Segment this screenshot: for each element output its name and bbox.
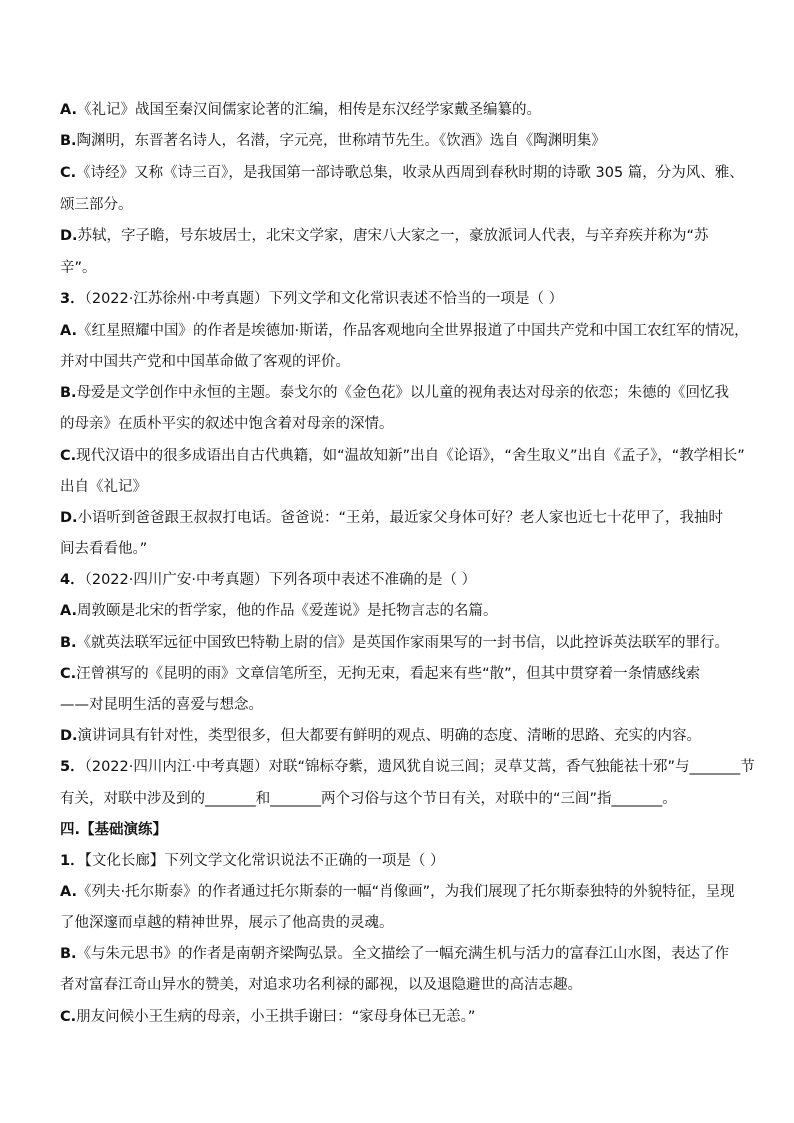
text-line	[60, 1007, 740, 1027]
line-text: 辛”。	[60, 260, 97, 276]
question-4-stem	[60, 570, 740, 590]
question-number: 4．	[60, 572, 85, 588]
line-text: 陶渊明，东晋著名诗人，名潜，字元亮，世称靖节先生。《饮酒》选自《陶渊明集》	[76, 133, 606, 149]
option-label: B.	[60, 133, 77, 149]
line-text: 演讲词具有针对性，类型很多，但大都要有鲜明的观点、明确的态度、清晰的思路、充实的内容。	[77, 728, 702, 744]
line-text: 颂三部分。	[60, 197, 133, 213]
text-line	[60, 100, 740, 120]
line-text: 《礼记》战国至秦汉间儒家论著的汇编，相传是东汉经学家戴圣编纂的。	[77, 102, 541, 118]
line-text: ——对昆明生活的喜爱与想念。	[60, 697, 263, 713]
line-text: 了他深邃而卓越的精神世界，展示了他高贵的灵魂。	[60, 915, 394, 931]
text-line	[60, 695, 740, 715]
option-label: A.	[60, 323, 77, 339]
option-label: C.	[60, 448, 77, 464]
text-line	[60, 195, 740, 215]
line-text: 《就英法联军远征中国致巴特勒上尉的信》是英国作家雨果写的一封书信，以此控诉英法联军的罪行。	[76, 635, 730, 651]
text-line	[60, 913, 740, 933]
text-line	[60, 975, 740, 995]
line-text: 《列夫·托尔斯泰》的作者通过托尔斯泰的一幅“肖像画”，为我们展现了托尔斯泰独特的外貌特征，呈现	[77, 884, 735, 900]
question-number: 1．	[60, 853, 85, 869]
line-text: 【文化长廊】下列文学文化常识说法不正确的一项是（ ）	[84, 853, 445, 869]
line-text: 《诗经》又称《诗三百》，是我国第一部诗歌总集，收录从西周到春秋时期的诗歌 305 篇，分为风、雅、	[76, 165, 744, 181]
line-text: 四.【基础演练】	[60, 822, 168, 838]
option-label: D.	[60, 510, 78, 526]
text-line	[60, 352, 740, 372]
option-label: A.	[60, 884, 77, 900]
text-line	[60, 477, 740, 497]
text-line	[60, 789, 740, 809]
question-1-stem	[60, 851, 740, 871]
question-3-stem	[60, 289, 740, 309]
line-text: 并对中国共产党和中国革命做了客观的评价。	[60, 354, 350, 370]
text-line	[60, 163, 744, 183]
text-line	[60, 321, 749, 341]
option-label: C.	[60, 1009, 77, 1025]
option-label: D.	[60, 228, 78, 244]
line-text: 苏轼，字子瞻，号东坡居士，北宋文学家，唐宋八大家之一，豪放派词人代表，与辛弃疾并称为“苏	[77, 228, 709, 244]
option-label: A.	[60, 102, 77, 118]
section-heading	[60, 820, 740, 840]
line-text: 的母亲》在质朴平实的叙述中饱含着对母亲的深情。	[60, 416, 394, 432]
line-text: 母爱是文学创作中永恒的主题。泰戈尔的《金色花》以儿童的视角表达对母亲的依恋；朱德的《回忆我	[76, 385, 730, 401]
option-label: B.	[60, 385, 77, 401]
question-number: 3．	[60, 291, 85, 307]
text-line	[60, 131, 740, 151]
line-text: （2022·江苏徐州·中考真题）下列文学和文化常识表述不恰当的一项是（ ）	[84, 291, 564, 307]
line-text: 间去看看他。”	[60, 541, 148, 557]
text-line	[60, 446, 745, 466]
text-line	[60, 726, 740, 746]
text-line	[60, 226, 740, 246]
line-text: 周敦颐是北宋的哲学家，他的作品《爱莲说》是托物言志的名篇。	[77, 603, 498, 619]
line-text: 小语听到爸爸跟王叔叔打电话。爸爸说：“王弟，最近家父身体可好？老人家也近七十花甲了，我抽时	[77, 510, 724, 526]
line-text: 有关，对联中涉及到的_______和_______两个习俗与这个节日有关，对联中的“三闾”指_______。	[60, 791, 677, 807]
line-text: 汪曾祺写的《昆明的雨》文章信笔所至，无拘无束，看起来有些“散”，但其中贯穿着一条情感线索	[76, 666, 701, 682]
option-label: B.	[60, 635, 77, 651]
line-text: （2022·四川广安·中考真题）下列各项中表述不准确的是（ ）	[84, 572, 477, 588]
text-line	[60, 508, 740, 528]
line-text: 《红星照耀中国》的作者是埃德加·斯诺，作品客观地向全世界报道了中国共产党和中国工农红军的情况，	[77, 323, 749, 339]
text-line	[60, 633, 740, 653]
question-5-stem	[60, 757, 755, 777]
option-label: D.	[60, 728, 78, 744]
text-line	[60, 944, 740, 964]
option-label: C.	[60, 666, 77, 682]
line-text: 出自《礼记》	[60, 479, 147, 495]
question-number: 5．	[60, 759, 85, 775]
text-line	[60, 414, 740, 434]
option-label: C.	[60, 165, 77, 181]
option-label: B.	[60, 946, 77, 962]
line-text: 者对富春江奇山异水的赞美，对追求功名利禄的鄙视，以及退隐避世的高洁志趣。	[60, 977, 582, 993]
text-line	[60, 383, 740, 403]
text-line	[60, 882, 740, 902]
line-text: 朋友问候小王生病的母亲，小王拱手谢曰：“家母身体已无恙。”	[76, 1009, 476, 1025]
option-label: A.	[60, 603, 77, 619]
text-line	[60, 258, 740, 278]
line-text: （2022·四川内江·中考真题）对联“锦标夺紫，遗风犹自说三闾；灵草艾蒿，香气独能祛十邪”与_______节	[84, 759, 755, 775]
line-text: 现代汉语中的很多成语出自古代典籍，如“温故知新”出自《论语》，“舍生取义”出自《孟子》，“教学相长”	[76, 448, 745, 464]
text-line	[60, 601, 740, 621]
text-line	[60, 664, 740, 684]
text-line	[60, 539, 740, 559]
line-text: 《与朱元思书》的作者是南朝齐梁陶弘景。全文描绘了一幅充满生机与活力的富春江山水图，表达了作	[76, 946, 730, 962]
